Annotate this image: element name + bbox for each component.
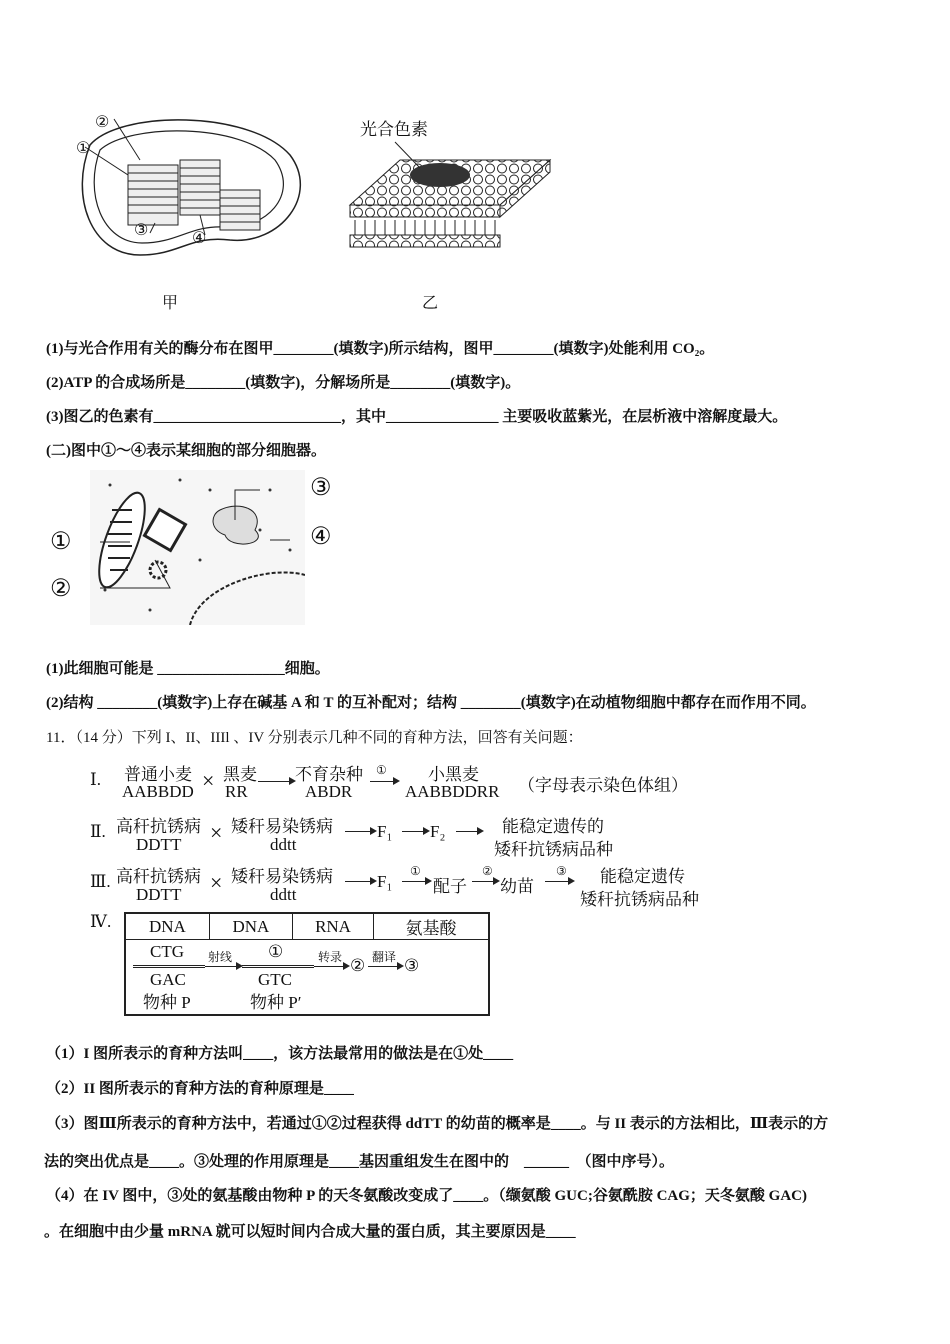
cross-symbol: × xyxy=(210,820,223,845)
row1-wheat: 普通小麦 xyxy=(124,765,192,784)
row2-parent-a-genotype: DDTT xyxy=(136,835,182,854)
codon-bottom-2: GTC xyxy=(258,970,292,989)
cell-figure-leader-lines xyxy=(75,470,335,625)
question-part1-2: (2)ATP 的合成场所是________(填数字)，分解场所是________(填数字)。 xyxy=(46,375,521,391)
row3-gamete: 配子 xyxy=(433,877,467,896)
caption-yi: 乙 xyxy=(422,295,439,312)
question-11-header: 11．（14 分）下列 I、II、IIIl 、IV 分别表示几种不同的育种方法，回答有关问题： xyxy=(46,730,583,746)
cell-label-2: ② xyxy=(50,576,72,602)
thylakoid-membrane-figure xyxy=(340,130,560,260)
row3-seedling: 幼苗 xyxy=(500,877,534,896)
cell-label-3: ③ xyxy=(310,475,332,501)
question-part1-1: (1)与光合作用有关的酶分布在图甲________(填数字)所示结构，图甲________(填数字)处能利用 CO₂。 xyxy=(46,341,715,357)
row4-num: Ⅳ. xyxy=(90,912,112,931)
translation-label: 翻译 xyxy=(372,950,397,964)
circle-3: ③ xyxy=(404,956,420,975)
transcription-label: 转录 xyxy=(318,950,343,964)
row1-wheat-genome: AABBDD xyxy=(122,782,194,801)
row3-step1: ① xyxy=(410,864,421,878)
row2-result-2: 矮秆抗锈病品种 xyxy=(494,840,613,859)
question-11-2: （2）II 图所表示的育种方法的育种原理是____ xyxy=(46,1081,354,1097)
caption-jia: 甲 xyxy=(162,295,179,312)
label-4: ④ xyxy=(192,230,207,247)
row2-parent-a: 高秆抗锈病 xyxy=(116,817,201,836)
header-rna: RNA xyxy=(292,913,373,940)
codon-bottom-1: GAC xyxy=(150,970,186,989)
row1-hybrid-genome: ABDR xyxy=(305,782,353,801)
question-11-4a: （4）在 IV 图中，③处的氨基酸由物种 P 的天冬氨酸改变成了____。（缬氨酸 GUC;谷氨酰胺 CAG；天冬氨酸 GAC) xyxy=(46,1188,807,1204)
row2-f2: F₂ xyxy=(430,822,446,841)
row1-rye-genome: RR xyxy=(225,782,248,801)
cell-label-4: ④ xyxy=(310,524,332,550)
pigment-label: 光合色素 xyxy=(360,120,428,139)
species-p-prime: 物种 P′ xyxy=(250,993,302,1012)
row3-parent-a-genotype: DDTT xyxy=(136,885,182,904)
label-3: ③ xyxy=(134,222,149,239)
row2-num: Ⅱ. xyxy=(90,822,106,841)
row2-f1: F₁ xyxy=(377,822,393,841)
question-11-1: （1）I 图所表示的育种方法叫____，该方法最常用的做法是在①处____ xyxy=(46,1046,514,1062)
circle-2: ② xyxy=(350,956,366,975)
codon-top-1: CTG xyxy=(150,942,184,961)
header-dna: DNA xyxy=(209,913,292,940)
row3-result-1: 能稳定遗传 xyxy=(600,867,685,886)
row1-hybrid: 不育杂种 xyxy=(295,765,363,784)
row3-num: Ⅲ. xyxy=(90,872,111,891)
row1-rye: 黑麦 xyxy=(223,765,257,784)
row3-parent-b-genotype: ddtt xyxy=(270,885,297,904)
row2-result-1: 能稳定遗传的 xyxy=(502,817,604,836)
row3-result-2: 矮秆抗锈病品种 xyxy=(580,890,699,909)
question-11-3b: 法的突出优点是____。③处理的作用原理是____基因重组发生在图中的 ______ （图中序号）。 xyxy=(44,1154,675,1170)
row1-step: ① xyxy=(376,763,387,777)
question-part2-2: (2)结构 ________(填数字)上存在碱基 A 和 T 的互补配对；结构 ________(填数字)在动植物细胞中都存在而作用不同。 xyxy=(46,695,816,711)
row2-parent-b-genotype: ddtt xyxy=(270,835,297,854)
row3-step2: ② xyxy=(482,864,493,878)
row3-step3: ③ xyxy=(556,864,567,878)
row3-parent-a: 高秆抗锈病 xyxy=(116,867,201,886)
row1-triticale: 小黑麦 xyxy=(428,765,479,784)
question-part2-1: (1)此细胞可能是 _________________细胞。 xyxy=(46,661,330,677)
cross-symbol: × xyxy=(202,768,215,793)
row1-num: Ⅰ. xyxy=(90,770,101,789)
label-2: ② xyxy=(95,114,110,131)
question-part1-3: (3)图乙的色素有_________________________，其中_______________ 主要吸收蓝紫光，在层析液中溶解度最大。 xyxy=(46,409,788,425)
row3-f1: F₁ xyxy=(377,872,393,891)
header-amino-acid: 氨基酸 xyxy=(374,913,489,940)
question-11-4b: 。在细胞中由少量 mRNA 就可以短时间内合成大量的蛋白质，其主要原因是____ xyxy=(44,1224,576,1240)
label-1: ① xyxy=(76,140,91,157)
codon-top-2: ① xyxy=(268,942,284,961)
species-p: 物种 P xyxy=(143,993,191,1012)
cell-label-1: ① xyxy=(50,529,72,555)
header-dna: DNA xyxy=(125,913,209,940)
row3-parent-b: 矮秆易染锈病 xyxy=(231,867,333,886)
cross-symbol: × xyxy=(210,870,223,895)
question-11-3a: （3）图Ⅲ所表示的育种方法中，若通过①②过程获得 ddTT 的幼苗的概率是____。与 II 表示的方法相比，Ⅲ表示的方 xyxy=(46,1116,829,1132)
row1-triticale-genome: AABBDDRR xyxy=(405,782,500,801)
row1-note: （字母表示染色体组） xyxy=(518,776,688,795)
ray-label: 射线 xyxy=(208,950,233,964)
section-2-heading: (二)图中①～④表示某细胞的部分细胞器。 xyxy=(46,443,326,459)
row2-parent-b: 矮秆易染锈病 xyxy=(231,817,333,836)
